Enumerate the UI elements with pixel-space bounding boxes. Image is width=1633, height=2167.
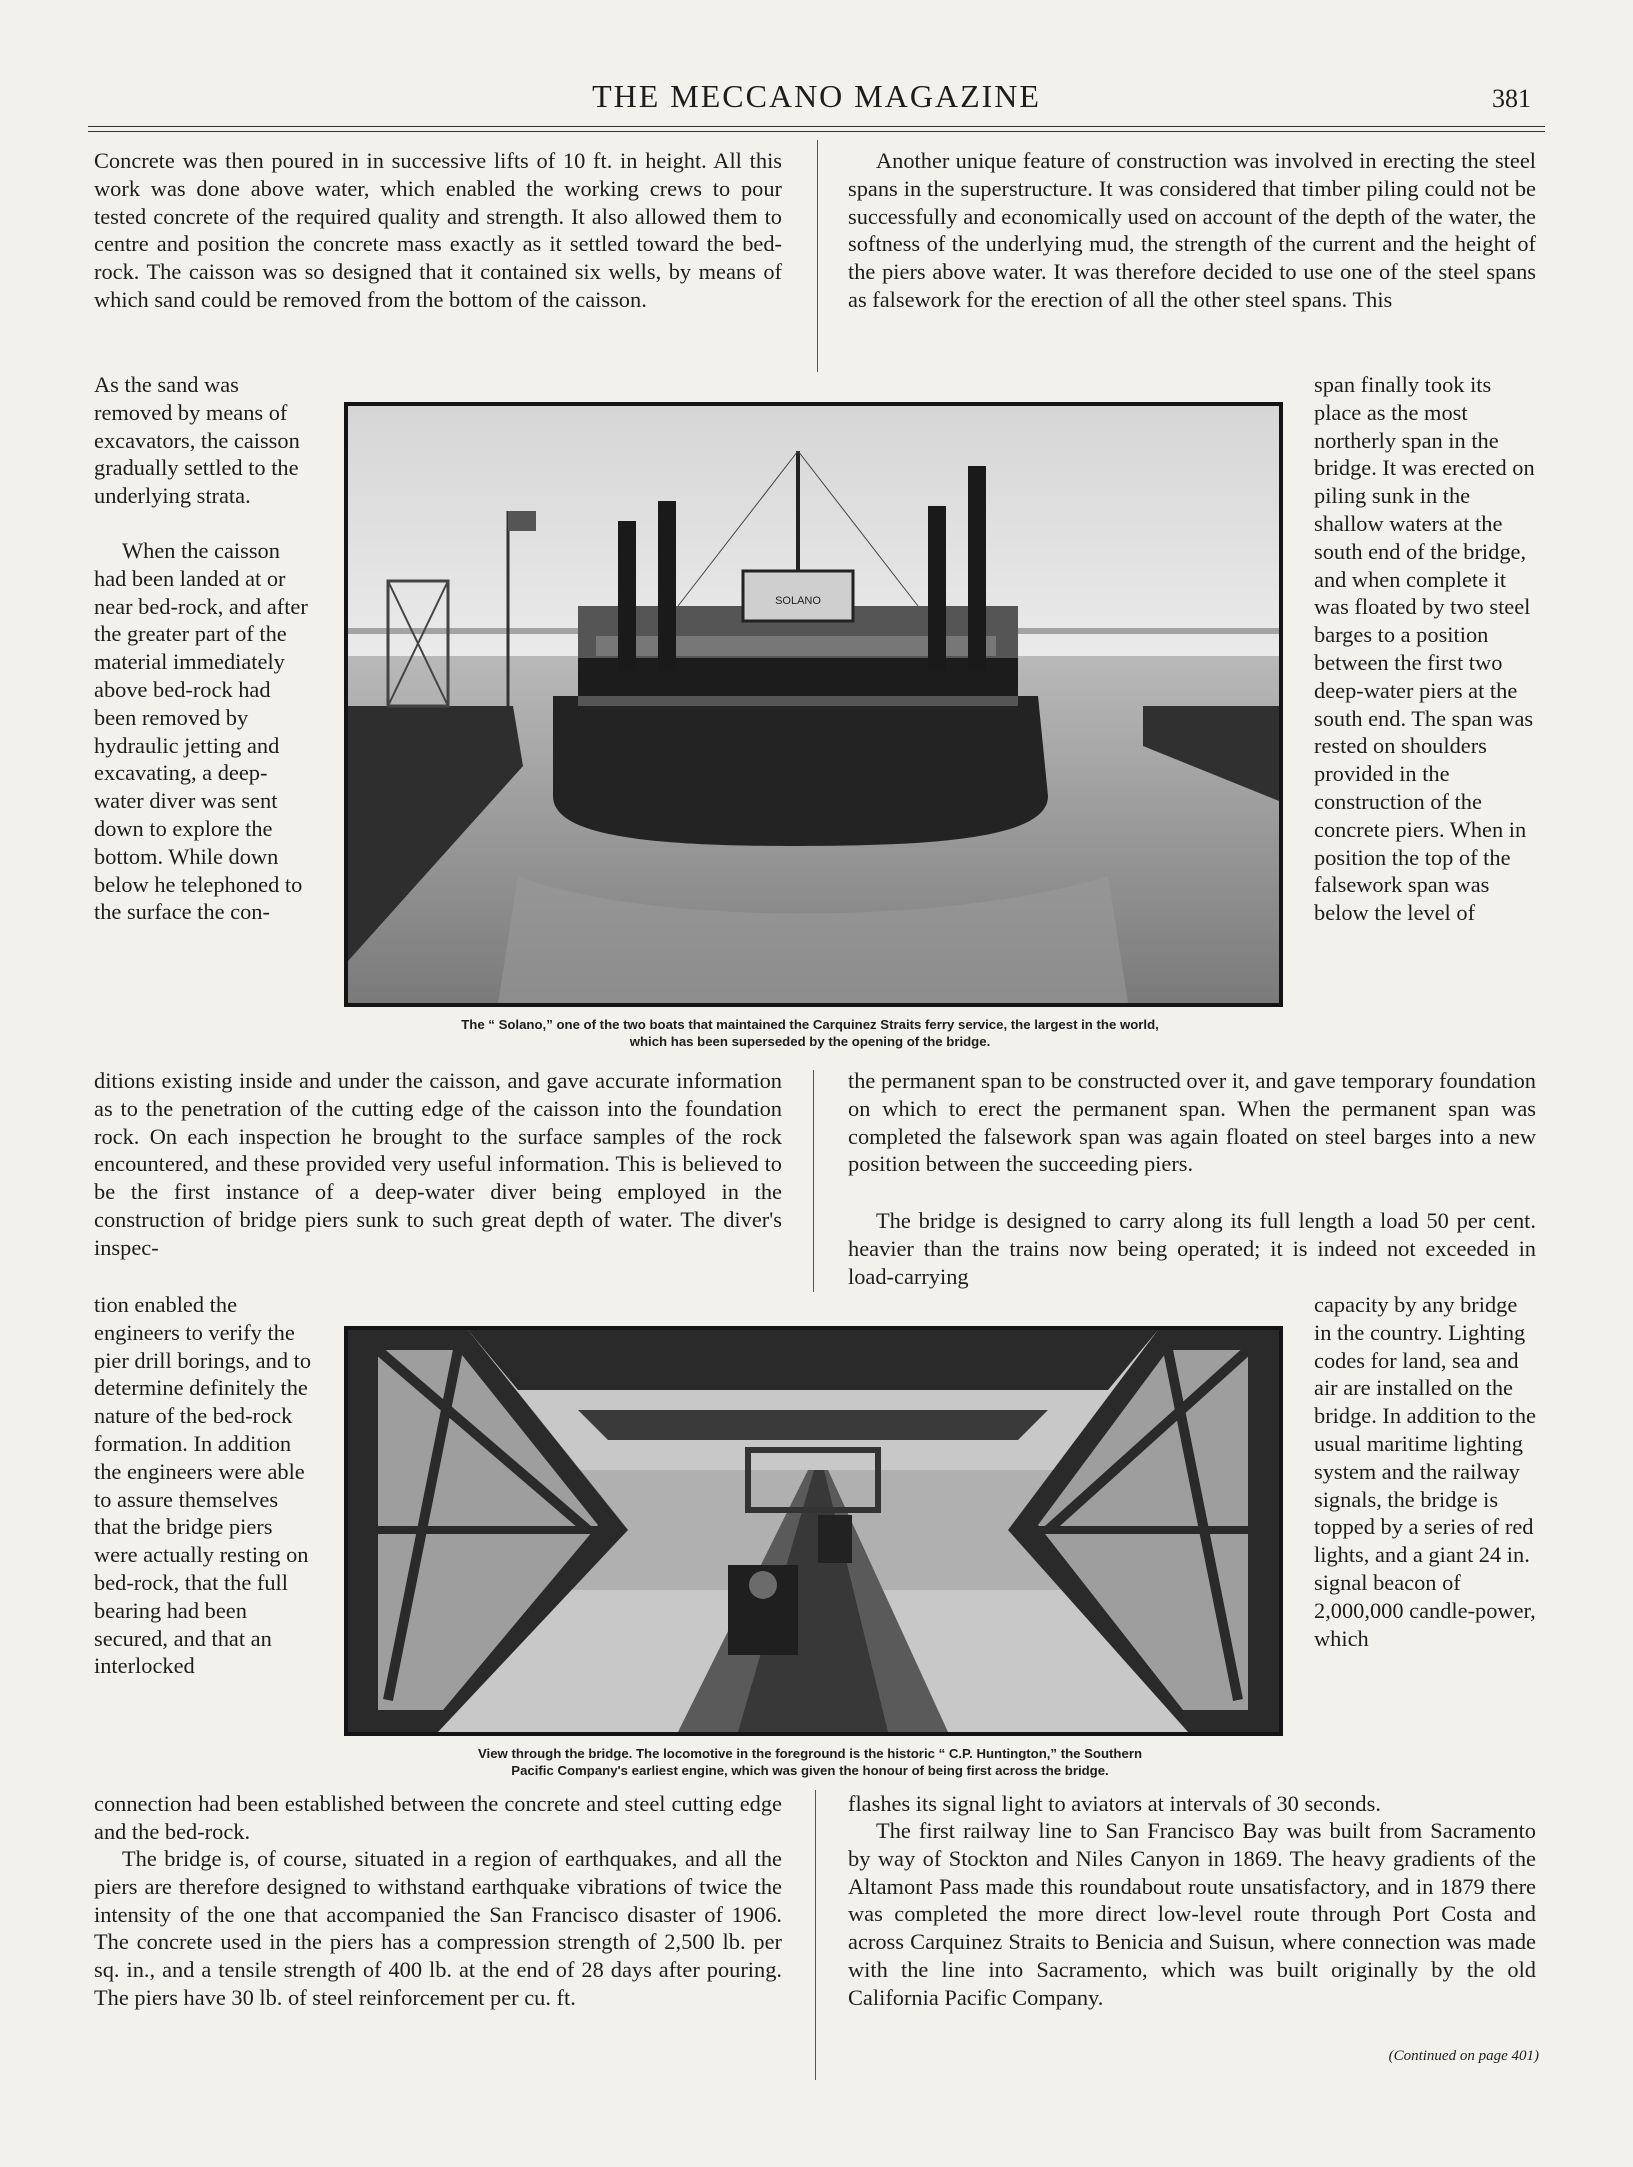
right-column-paragraph-4: flashes its signal light to aviators at intervals of 30 seconds. [848, 1791, 1381, 1816]
left-narrow-paragraph-1: As the sand was removed by means of excavators, the caisson gradually settled to the underlying strata. [94, 372, 300, 509]
column-divider-middle [813, 1070, 814, 1292]
column-divider-top [817, 140, 818, 372]
left-column-paragraph-3: connection had been established between the concrete and steel cutting edge and the bed-rock. [94, 1791, 782, 1844]
bridge-photo [344, 1326, 1283, 1736]
left-column-paragraph-4: The bridge is, of course, situated in a region of earthquakes, and all the piers are therefore designed to withstand earthquake vibrations of twice the intensity of the one that accompanied the San Francisco disaster of 1906. The concrete used in the piers has a compression strength of 2,500 lb. per sq. in., and a tensile strength of 400 lb. at the end of 28 days after pouring. The piers have 30 lb. of steel reinforcement per cu. ft. [94, 1846, 782, 2010]
magazine-title: THE MECCANO MAGAZINE [592, 78, 1041, 114]
left-column-paragraph-2: ditions existing inside and under the caisson, and gave accurate information as to the penetration of the cutting edge of the caisson into the foundation rock. On each inspection he brought to the surface samples of the rock encountered, and these provided very useful information. This is believed to be the first instance of a deep-water diver being employed in the construction of bridge piers sunk to such great depth of water. The diver's inspec- [94, 1068, 782, 1260]
bridge-illustration [348, 1330, 1279, 1732]
right-column-paragraph-1: Another unique feature of construction was involved in erecting the steel spans in the superstructure. It was considered that timber piling could not be successfully and economically used on account of the depth of the water, the softness of the underlying mud, the strength of the current and the height of the piers above water. It was therefore decided to use one of the steel spans as falsework for the erection of all the other steel spans. This [848, 148, 1536, 312]
right-narrow-paragraph-1: span finally took its place as the most northerly span in the bridge. It was erected on piling sunk in the shallow waters at the south end of the bridge, and when complete it was floated by two steel barges to a position between the first two deep-water piers at the south end. The span was rested on shoulders provided in the construction of the concrete piers. When in position the top of the falsework span was below the level of [1314, 372, 1535, 926]
ferry-illustration [348, 406, 1279, 1003]
left-column-paragraph-1: Concrete was then poured in in successive lifts of 10 ft. in height. All this work was done above water, which enabled the working crews to pour tested concrete of the required quality and strength. It also allowed them to centre and position the concrete mass exactly as it settled toward the bed-rock. The caisson was so designed that it contained six wells, by means of which sand could be removed from the bottom of the caisson. [94, 148, 782, 312]
ferry-caption-line-1: The “ Solano,” one of the two boats that maintained the Carquinez Straits ferry service, the largest in the world, [461, 1017, 1159, 1032]
right-column-paragraph-3: The bridge is designed to carry along its full length a load 50 per cent. heavier than the trains now being operated; it is indeed not exceeded in load-carrying [848, 1208, 1536, 1289]
ferry-caption-line-2: which has been superseded by the opening of the bridge. [629, 1034, 991, 1049]
header-rule [88, 126, 1545, 127]
page-header [88, 78, 1545, 128]
right-narrow-paragraph-2: capacity by any bridge in the country. Lighting codes for land, sea and air are installed on the bridge. In addition to the usual maritime lighting system and the railway signals, the bridge is topped by a series of red lights, and a giant 24 in. signal beacon of 2,000,000 candle-power, which [1314, 1292, 1536, 1651]
right-column-paragraph-2: the permanent span to be constructed over it, and gave temporary foundation on which to erect the permanent span. When the permanent span was completed the falsework span was again floated on steel barges into a new position between the succeeding piers. [848, 1068, 1536, 1177]
ferry-name-label: SOLANO [775, 595, 821, 607]
column-divider-bottom [815, 1790, 816, 2080]
ferry-photo [344, 402, 1283, 1007]
right-column-paragraph-5: The first railway line to San Francisco Bay was built from Sacramento by way of Stockton and Niles Canyon in 1869. The heavy gradients of the Altamont Pass made this roundabout route unsatisfactory, and in 1879 there was completed the more direct low-level route through Port Costa and across Carquinez Straits to Benicia and Suisun, where connection was made with the line into Sacramento, which was built originally by the old California Pacific Company. [848, 1818, 1536, 2010]
left-narrow-paragraph-3: tion enabled the engineers to verify the pier drill borings, and to determine definitely the nature of the bed-rock formation. In addition the engineers were able to assure themselves that the bridge piers were actually resting on bed-rock, that the full bearing had been secured, and that an interlocked [94, 1292, 312, 1679]
page-number: 381 [1492, 84, 1531, 113]
left-narrow-paragraph-2: When the caisson had been landed at or near bed-rock, and after the greater part of the material immediately above bed-rock had been removed by hydraulic jetting and excavating, a deep-water diver was sent down to explore the bottom. While down below he telephoned to the surface the con- [94, 538, 308, 925]
bridge-caption-line-2: Pacific Company's earliest engine, which was given the honour of being first across the bridge. [511, 1763, 1109, 1778]
header-rule-double [88, 131, 1545, 132]
bridge-caption-line-1: View through the bridge. The locomotive in the foreground is the historic “ C.P. Huntington,” the Southern [477, 1746, 1143, 1761]
continued-note: (Continued on page 401) [1388, 2048, 1539, 2064]
